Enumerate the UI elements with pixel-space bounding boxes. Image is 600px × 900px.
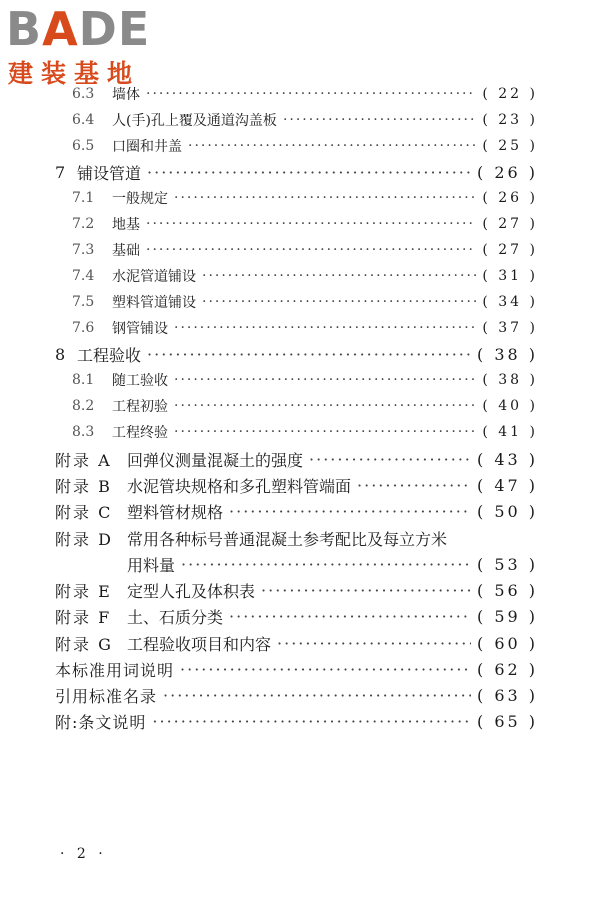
toc-clause-explanation[interactable]: 附:条文说明 ····· ( 65 )	[55, 709, 538, 733]
toc-entry-7-1[interactable]: 7.1 一般规定 ····· ( 26 )	[72, 186, 538, 210]
toc-appendix-d-cont[interactable]: 用料量 ····· ( 53 )	[127, 552, 538, 576]
page-number: · 2 ·	[60, 846, 107, 862]
toc-entry-7-5[interactable]: 7.5 塑料管道铺设 ····· ( 34 )	[72, 290, 538, 314]
toc-appendix-a[interactable]: 附录 A 回弹仪测量混凝土的强度 ····· ( 43 )	[55, 447, 538, 471]
toc-cited-standards[interactable]: 引用标准名录 ····· ( 63 )	[55, 683, 538, 707]
toc-appendix-c[interactable]: 附录 C 塑料管材规格 ····· ( 50 )	[55, 499, 538, 523]
toc-appendix-f[interactable]: 附录 F 土、石质分类 ····· ( 59 )	[55, 604, 538, 628]
toc-appendix-d[interactable]: 附录 D 常用各种标号普通混凝土参考配比及每立方米	[55, 529, 448, 549]
toc-terms-explanation[interactable]: 本标准用词说明 ····· ( 62 )	[55, 657, 538, 681]
toc-entry-7-6[interactable]: 7.6 钢管铺设 ····· ( 37 )	[72, 316, 538, 340]
logo-text-en: BADE	[6, 2, 151, 56]
toc-entry-7-3[interactable]: 7.3 基础 ····· ( 27 )	[72, 238, 538, 262]
toc-entry-8-1[interactable]: 8.1 随工验收 ····· ( 38 )	[72, 368, 538, 392]
toc-entry-6-5[interactable]: 6.5 口圈和井盖 ····· ( 25 )	[72, 134, 538, 158]
toc-entry-6-3[interactable]: 6.3 墙体 ····· ( 22 )	[72, 82, 538, 106]
toc-entry-8-3[interactable]: 8.3 工程终验 ····· ( 41 )	[72, 420, 538, 444]
logo-text-cn: 建装基地	[8, 59, 141, 88]
toc-entry-8-2[interactable]: 8.2 工程初验 ····· ( 40 )	[72, 394, 538, 418]
toc-entry-7-4[interactable]: 7.4 水泥管道铺设 ····· ( 31 )	[72, 264, 538, 288]
toc-appendix-e[interactable]: 附录 E 定型人孔及体积表 ····· ( 56 )	[55, 578, 538, 602]
toc-entry-6-4[interactable]: 6.4 人(手)孔上覆及通道沟盖板 ····· ( 23 )	[72, 108, 538, 132]
toc-chapter-8[interactable]: 8 工程验收 ····· ( 38 )	[55, 342, 538, 366]
toc-appendix-b[interactable]: 附录 B 水泥管块规格和多孔塑料管端面 ····· ( 47 )	[55, 473, 538, 497]
toc-chapter-7[interactable]: 7 铺设管道 ····· ( 26 )	[55, 160, 538, 184]
toc-entry-7-2[interactable]: 7.2 地基 ····· ( 27 )	[72, 212, 538, 236]
toc-appendix-g[interactable]: 附录 G 工程验收项目和内容 ····· ( 60 )	[55, 631, 538, 655]
